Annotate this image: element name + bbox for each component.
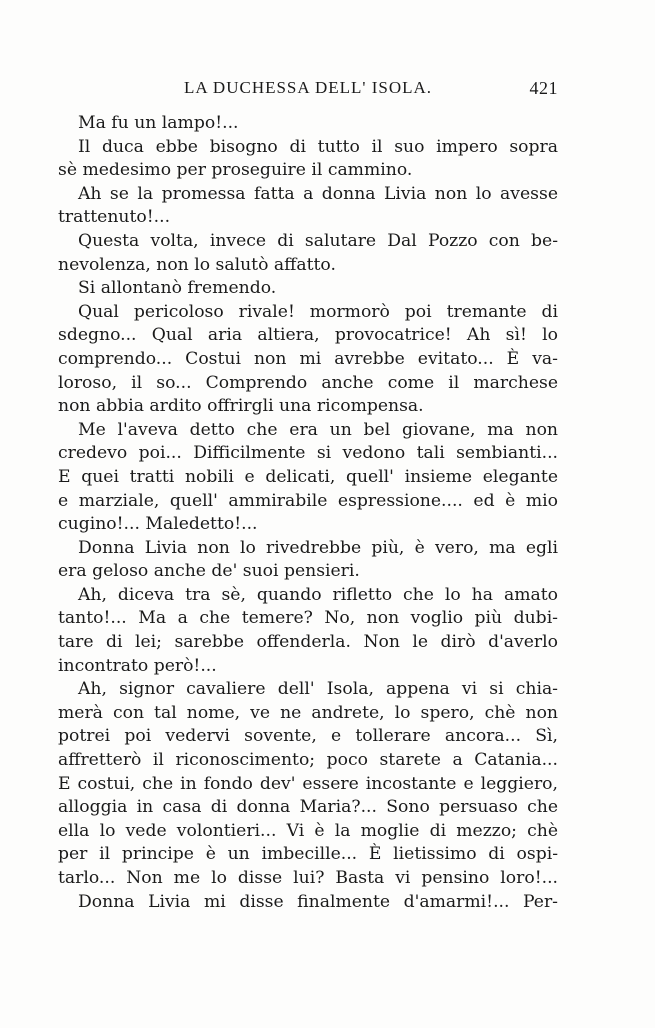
text-line: E costui, che in fondo dev' essere incostante e leggiero,: [58, 773, 558, 794]
body-text: [58, 112, 558, 914]
text-line: tanto!... Ma a che temere? No, non voglio più dubi-: [58, 608, 558, 629]
text-line: Ah se la promessa fatta a donna Livia non lo avesse: [78, 183, 558, 204]
text-line: Donna Livia mi disse finalmente d'amarmi!... Per-: [78, 891, 558, 912]
text-line: Il duca ebbe bisogno di tutto il suo impero sopra: [78, 136, 558, 157]
text-line: nevolenza, non lo salutò affatto.: [58, 254, 336, 275]
page-header: [58, 78, 558, 102]
text-line: Ah, diceva tra sè, quando rifletto che lo ha amato: [78, 584, 558, 605]
text-line: Ah, signor cavaliere dell' Isola, appena vi si chia-: [78, 679, 558, 700]
text-line: non abbia ardito offrirgli una ricompensa.: [58, 396, 424, 417]
text-line: Donna Livia non lo rivedrebbe più, è vero, ma egli: [78, 537, 558, 558]
text-line: comprendo... Costui non mi avrebbe evitato... È va-: [58, 348, 558, 369]
text-line: cugino!... Maledetto!...: [58, 514, 258, 535]
text-line: potrei poi vedervi sovente, e tollerare ancora... Sì,: [58, 726, 558, 747]
text-line: ella lo vede volontieri... Vi è la moglie di mezzo; chè: [58, 820, 558, 841]
text-line: tare di lei; sarebbe offenderla. Non le dirò d'averlo: [58, 632, 558, 653]
text-line: per il principe è un imbecille... È lietissimo di ospi-: [58, 844, 558, 865]
text-line: merà con tal nome, ve ne andrete, lo spero, chè non: [58, 702, 558, 723]
text-line: credevo poi... Difficilmente si vedono tali sembianti...: [58, 443, 558, 464]
text-line: sè medesimo per proseguire il cammino.: [58, 160, 413, 181]
text-line: trattenuto!...: [58, 207, 171, 228]
text-line: e marziale, quell' ammirabile espressione.... ed è mio: [58, 490, 558, 511]
text-line: tarlo... Non me lo disse lui? Basta vi pensino loro!...: [58, 868, 558, 888]
text-line: affretterò il riconoscimento; poco starete a Catania...: [58, 750, 558, 771]
text-line: Qual pericoloso rivale! mormorò poi tremante di: [78, 301, 558, 322]
text-line: Si allontanò fremendo.: [78, 278, 277, 299]
text-line: incontrato però!...: [58, 655, 217, 676]
text-line: era geloso anche de' suoi pensieri.: [58, 561, 360, 582]
text-line: Questa volta, invece di salutare Dal Pozzo con be-: [78, 230, 558, 251]
text-line: sdegno... Qual aria altiera, provocatrice! Ah sì! lo: [58, 325, 558, 346]
text-line: Me l'aveva detto che era un bel giovane, ma non: [78, 419, 558, 440]
running-title: LA DUCHESSA DELL' ISOLA.: [183, 78, 433, 97]
text-line: loroso, il so... Comprendo anche come il marchese: [58, 372, 558, 393]
text-line: E quei tratti nobili e delicati, quell' insieme elegante: [58, 466, 558, 487]
page-number: 421: [529, 78, 558, 98]
text-line: Ma fu un lampo!...: [78, 113, 239, 133]
text-line: alloggia in casa di donna Maria?... Sono persuaso che: [58, 797, 558, 818]
